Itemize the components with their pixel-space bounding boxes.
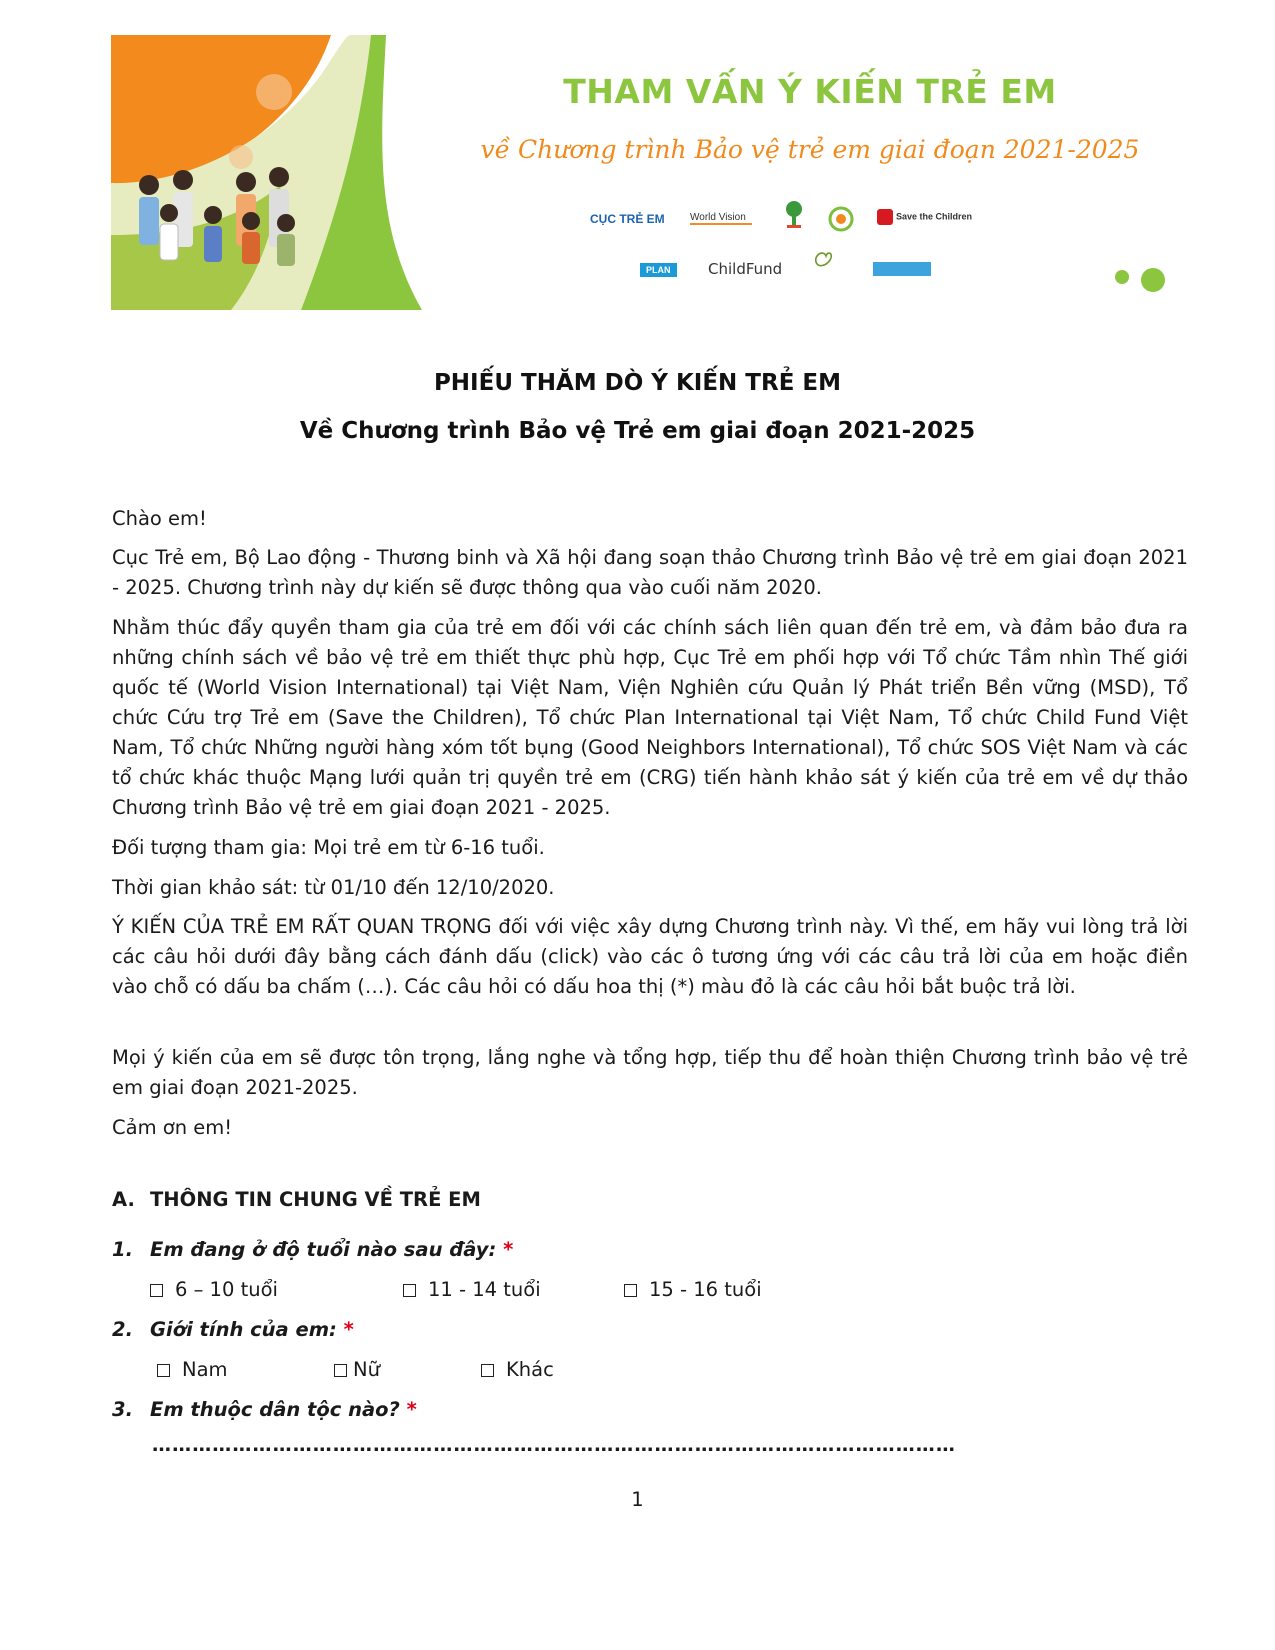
checkbox[interactable] bbox=[481, 1364, 494, 1377]
checkbox[interactable] bbox=[150, 1284, 163, 1297]
option-label: 15 - 16 tuổi bbox=[649, 1278, 762, 1301]
logo-good-neighbors bbox=[812, 248, 834, 271]
logo-world-vision: World Vision bbox=[690, 212, 752, 225]
option-age-15-16[interactable] bbox=[624, 1278, 762, 1301]
decorative-dot bbox=[1141, 268, 1165, 292]
checkbox[interactable] bbox=[624, 1284, 637, 1297]
document-subtitle: Về Chương trình Bảo vệ Trẻ em giai đoạn 2021-2025 bbox=[299, 418, 976, 444]
logo-unicef-icon bbox=[873, 262, 931, 276]
logo-childfund: ChildFund bbox=[708, 260, 783, 278]
checkbox[interactable] bbox=[334, 1364, 347, 1377]
option-label: Nữ bbox=[353, 1358, 380, 1381]
intro-paragraph: Nhằm thúc đẩy quyền tham gia của trẻ em đối với các chính sách liên quan đến trẻ em, và đảm bảo đưa ra những chính sách về bảo vệ trẻ em thiết thực phù hợp, Cục Trẻ em phối hợp với Tổ chức Tầm nhìn Thế giới quốc tế (World Vision International) tại Việt Nam, Viện Nghiên cứu Quản lý Phát triển Bền vững (MSD), Tổ chức Cứu trợ Trẻ em (Save the Children), Tổ chức Plan International tại Việt Nam, Tổ chức Child Fund Việt Nam, Tổ chức Những người hàng xóm tốt bụng (Good Neighbors International), Tổ chức SOS Việt Nam và các tổ chức khác thuộc Mạng lưới quản trị quyền trẻ em (CRG) tiến hành khảo sát ý kiến của trẻ em về dự thảo Chương trình Bảo vệ trẻ em giai đoạn 2021 - 2025. bbox=[112, 616, 1188, 819]
option-label: 6 – 10 tuổi bbox=[175, 1278, 278, 1301]
banner-title: THAM VẤN Ý KIẾN TRẺ EM bbox=[563, 72, 1057, 111]
page-number: 1 bbox=[631, 1488, 644, 1511]
question-text: Giới tính của em: bbox=[150, 1318, 337, 1341]
option-label: 11 - 14 tuổi bbox=[428, 1278, 541, 1301]
option-gender-male[interactable] bbox=[157, 1358, 228, 1381]
option-label: Nam bbox=[182, 1358, 228, 1381]
instructions-paragraph: Ý KIẾN CỦA TRẺ EM RẤT QUAN TRỌNG đối với việc xây dựng Chương trình này. Vì thế, em hãy vui lòng trả lời các câu hỏi dưới đây bằng cách đánh dấu (click) vào các ô tương ứng với các câu trả lời của em hoặc điền vào chỗ có dấu ba chấm (…). Các câu hỏi có dấu hoa thị (*) màu đỏ là các câu hỏi bắt buộc trả lời. bbox=[112, 915, 1188, 998]
logo-plan: PLAN bbox=[640, 263, 677, 277]
question-text: Em đang ở độ tuổi nào sau đây: bbox=[150, 1238, 497, 1261]
question-text: Em thuộc dân tộc nào? bbox=[150, 1398, 400, 1421]
question-3 bbox=[112, 1398, 417, 1421]
checkbox[interactable] bbox=[157, 1364, 170, 1377]
question-number: 3. bbox=[112, 1398, 133, 1421]
section-number: A. bbox=[112, 1188, 135, 1211]
ethnicity-answer-field[interactable]: ………………………………………………………………………………………………………… bbox=[152, 1434, 956, 1456]
greeting: Chào em! bbox=[112, 507, 207, 530]
document-title: PHIẾU THĂM DÒ Ý KIẾN TRẺ EM bbox=[433, 370, 842, 396]
required-asterisk: * bbox=[503, 1238, 514, 1261]
logo-save-the-children bbox=[877, 209, 972, 225]
option-gender-female[interactable] bbox=[334, 1358, 380, 1381]
crg-logo-icon bbox=[828, 204, 854, 234]
intro-paragraph: Cục Trẻ em, Bộ Lao động - Thương binh và Xã hội đang soạn thảo Chương trình Bảo vệ trẻ em giai đoạn 2021 - 2025. Chương trình này dự kiến sẽ được thông qua vào cuối năm 2020. bbox=[112, 546, 1188, 599]
option-age-6-10[interactable] bbox=[150, 1278, 278, 1301]
save-the-children-icon bbox=[877, 209, 893, 225]
question-2 bbox=[112, 1318, 354, 1341]
checkbox[interactable] bbox=[403, 1284, 416, 1297]
survey-period: Thời gian khảo sát: từ 01/10 đến 12/10/2020. bbox=[112, 876, 555, 899]
good-neighbors-icon bbox=[812, 248, 834, 268]
required-asterisk: * bbox=[406, 1398, 417, 1421]
tree-logo-icon bbox=[784, 200, 804, 230]
question-number: 1. bbox=[112, 1238, 133, 1261]
option-gender-other[interactable] bbox=[481, 1358, 554, 1381]
participants-info: Đối tượng tham gia: Mọi trẻ em từ 6-16 tuổi. bbox=[112, 836, 545, 859]
banner-illustration bbox=[111, 35, 422, 310]
save-the-children-label: Save the Children bbox=[896, 211, 973, 222]
option-age-11-14[interactable] bbox=[403, 1278, 541, 1301]
section-title: THÔNG TIN CHUNG VỀ TRẺ EM bbox=[150, 1188, 481, 1211]
option-label: Khác bbox=[506, 1358, 554, 1381]
banner-subtitle: về Chương trình Bảo vệ trẻ em giai đoạn 2021-2025 bbox=[480, 135, 1140, 164]
logo-cuc-tre-em: CỤC TRẺ EM bbox=[590, 212, 665, 226]
required-asterisk: * bbox=[343, 1318, 354, 1341]
section-a-heading bbox=[112, 1188, 481, 1211]
question-1 bbox=[112, 1238, 513, 1261]
question-number: 2. bbox=[112, 1318, 133, 1341]
closing-paragraph: Mọi ý kiến của em sẽ được tôn trọng, lắng nghe và tổng hợp, tiếp thu để hoàn thiện Chương trình bảo vệ trẻ em giai đoạn 2021-2025. bbox=[112, 1046, 1188, 1099]
decorative-dot bbox=[1115, 270, 1129, 284]
thanks: Cảm ơn em! bbox=[112, 1116, 233, 1139]
